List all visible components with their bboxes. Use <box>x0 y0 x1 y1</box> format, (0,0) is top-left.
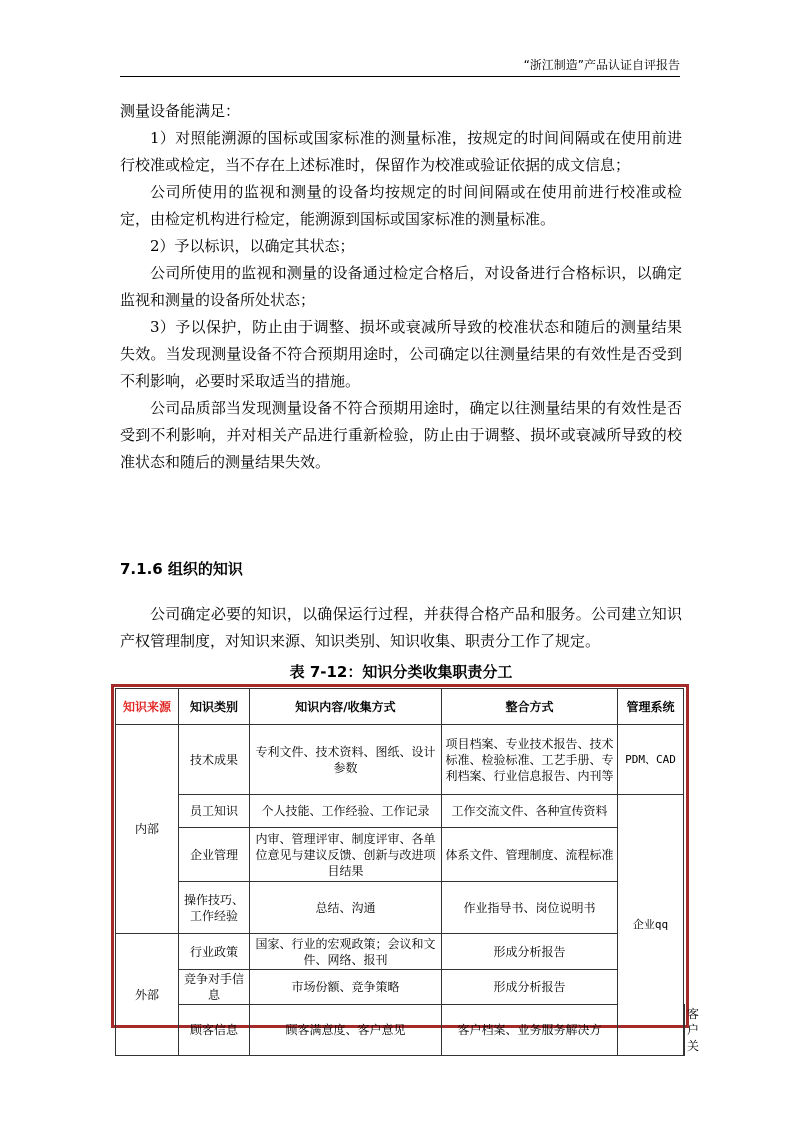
cell-content: 总结、沟通 <box>250 882 442 934</box>
table-header-row <box>116 689 685 725</box>
paragraph: 公司确定必要的知识，以确保运行过程，并获得合格产品和服务。公司建立知识产权管理制度，对知识来源、知识类别、知识收集、职责分工作了规定。 <box>120 605 682 650</box>
cell-integration: 形成分析报告 <box>442 934 618 970</box>
section-body <box>120 601 682 655</box>
paragraph: 2）予以标识，以确定其状态； <box>150 237 355 255</box>
cell-content: 市场份额、竞争策略 <box>250 970 442 1005</box>
table-row <box>116 1005 685 1056</box>
knowledge-table <box>111 684 700 1053</box>
cell-system: 企业qq <box>618 795 684 1056</box>
paragraph: 1）对照能溯源的国标或国家标准的测量标准，按规定的时间间隔或在使用前进行校准或检定，当不存在上述标准时，保留作为校准或验证依据的成文信息； <box>120 129 682 174</box>
cell-integration: 作业指导书、岗位说明书 <box>442 882 618 934</box>
header-title: “浙江制造”产品认证自评报告 <box>523 58 680 72</box>
table-row <box>116 882 685 934</box>
cell-content: 个人技能、工作经验、工作记录 <box>250 795 442 828</box>
header-source: 知识来源 <box>116 689 179 725</box>
page-header <box>120 54 680 77</box>
body-text <box>120 98 682 476</box>
table-row <box>116 970 685 1005</box>
cell-category: 员工知识 <box>179 795 250 828</box>
table-caption: 表 7-12：知识分类收集职责分工 <box>289 663 513 681</box>
paragraph: 公司品质部当发现测量设备不符合预期用途时，确定以往测量结果的有效性是否受到不利影响，并对相关产品进行重新检验，防止由于调整、损坏或衰减所导致的校准状态和随后的测量结果失效。 <box>120 399 682 471</box>
cell-category: 行业政策 <box>179 934 250 970</box>
cell-category: 竞争对手信息 <box>179 970 250 1005</box>
header-system: 管理系统 <box>618 689 684 725</box>
paragraph: 公司所使用的监视和测量的设备均按规定的时间间隔或在使用前进行校准或检定，由检定机构进行检定，能溯源到国标或国家标准的测量标准。 <box>120 183 682 228</box>
cell-category: 企业管理 <box>179 828 250 882</box>
group-internal: 内部 <box>116 725 179 934</box>
paragraph: 公司所使用的监视和测量的设备通过检定合格后，对设备进行合格标识，以确定监视和测量的设备所处状态； <box>120 264 682 309</box>
cell-integration: 客户档案、业务服务解决方 <box>442 1005 618 1056</box>
table-row <box>116 725 685 795</box>
table-row <box>116 795 685 828</box>
header-content: 知识内容/收集方式 <box>250 689 442 725</box>
table-row <box>116 828 685 882</box>
cell-category: 技术成果 <box>179 725 250 795</box>
cell-content: 内审、管理评审、制度评审、各单位意见与建议反馈、创新与改进项目结果 <box>250 828 442 882</box>
header-integration: 整合方式 <box>442 689 618 725</box>
paragraph: 测量设备能满足： <box>120 102 241 120</box>
cell-integration: 工作交流文件、各种宣传资料 <box>442 795 618 828</box>
paragraph: 3）予以保护，防止由于调整、损坏或衰减所导致的校准状态和随后的测量结果失效。当发现测量设备不符合预期用途时，公司确定以往测量结果的有效性是否受到不利影响，必要时采取适当的措施。 <box>120 318 682 390</box>
table-row <box>116 934 685 970</box>
cell-integration: 体系文件、管理制度、流程标准 <box>442 828 618 882</box>
cell-category: 操作技巧、工作经验 <box>179 882 250 934</box>
section-title: 7.1.6 组织的知识 <box>120 560 243 578</box>
cell-content: 顾客满意度、客户意见 <box>250 1005 442 1056</box>
cell-content: 国家、行业的宏观政策；会议和文件、网络、报刊 <box>250 934 442 970</box>
cell-category: 顾客信息 <box>179 1005 250 1056</box>
cell-integration: 形成分析报告 <box>442 970 618 1005</box>
group-external: 外部 <box>116 934 179 1056</box>
cell-content: 专利文件、技术资料、图纸、设计参数 <box>250 725 442 795</box>
cell-integration: 项目档案、专业技术报告、技术标准、检验标准、工艺手册、专利档案、行业信息报告、内刊等 <box>442 725 618 795</box>
header-category: 知识类别 <box>179 689 250 725</box>
cell-system: 客户关 <box>684 1005 685 1056</box>
cell-system: PDM、CAD <box>618 725 684 795</box>
